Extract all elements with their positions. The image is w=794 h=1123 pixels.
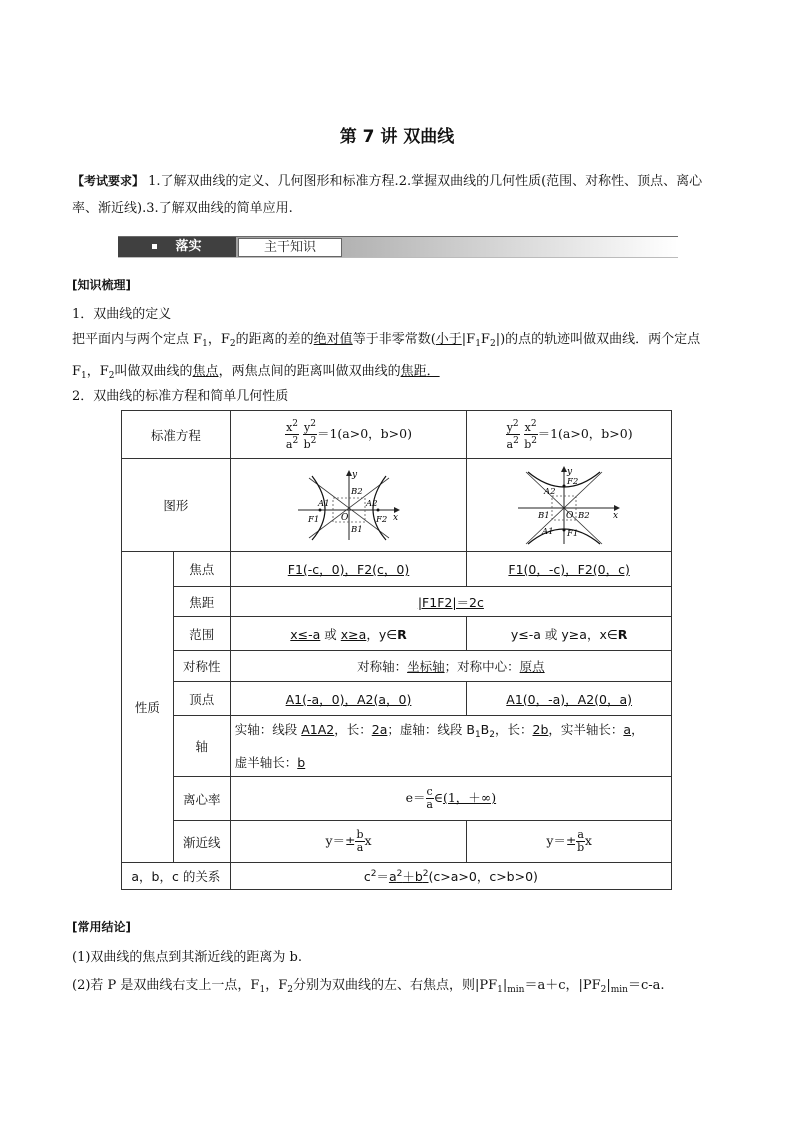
common-heading: [常用结论] (72, 920, 131, 934)
row-label-asym: 渐近线 (173, 821, 230, 863)
row-label-fdist: 焦距 (173, 587, 230, 617)
fig2-label-o: O (566, 510, 574, 521)
row-label-focus: 焦点 (173, 552, 230, 587)
fig1-label-y: y (351, 469, 357, 480)
focus-2: F1(0，-c)，F2(0，c) (467, 552, 672, 587)
fig1-label-f2: F2 (375, 514, 387, 525)
equation-2: $\frac{y^2}{a^2}$ $\frac{x^2}{b^2}$ ＝1(a>0，b>0) (467, 411, 672, 459)
table-row (122, 587, 672, 617)
row-label-fig: 图形 (122, 459, 231, 552)
row-label-prop: 性质 (122, 552, 174, 863)
table-row (122, 682, 672, 716)
fig2-label-x: x (613, 510, 619, 521)
section1-title: 1．双曲线的定义 (72, 307, 172, 322)
table-row (122, 411, 672, 459)
fig2-label-y: y (567, 466, 573, 477)
banner-right: 主干知识 (238, 238, 342, 257)
asymptote-1: y＝± $\frac{b}{a}$ x (230, 821, 467, 863)
row-label-ecc: 离心率 (173, 777, 230, 821)
range-2: y≤-a 或 y≥a，x∈R (467, 617, 672, 651)
figure-1-cell (230, 459, 467, 552)
fig1-label-b1: B1 (350, 524, 363, 535)
row-label-rel: a，b，c 的关系 (122, 863, 231, 890)
fig1-label-f1: F1 (307, 514, 319, 525)
fig1-label-a2: A2 (365, 498, 378, 509)
exam-requirements (72, 168, 724, 222)
focal-distance: |F1F2|＝2c (230, 587, 671, 617)
table-row (122, 459, 672, 552)
fig2-label-b1: B1 (538, 510, 550, 521)
fig1-label-a1: A1 (317, 498, 330, 509)
table-row (122, 716, 672, 777)
table-row (122, 777, 672, 821)
row-label-std: 标准方程 (122, 411, 231, 459)
hyperbola-figure-horizontal (294, 466, 404, 542)
fig1-label-x: x (392, 512, 398, 523)
page-title: 第 7 讲 双曲线 (339, 127, 455, 147)
conclusion-2: (2)若 P 是双曲线右支上一点，$F_1$，$F_2$分别为双曲线的左、右焦点，则$|PF_1|_{min}=a+c$，$|PF_2|_{min}=c-a$. (72, 978, 665, 995)
table-row (122, 821, 672, 863)
section2-title: 2．双曲线的标准方程和简单几何性质 (72, 389, 289, 404)
row-label-sym: 对称性 (173, 651, 230, 682)
properties-table (121, 410, 672, 890)
vertex-2: A1(0，-a)，A2(0，a) (467, 682, 672, 716)
fig2-label-f2: F2 (567, 476, 579, 487)
fig1-label-b2: B2 (350, 486, 363, 497)
row-label-vertex: 顶点 (173, 682, 230, 716)
hyperbola-figure-vertical (514, 462, 624, 546)
table-row (122, 617, 672, 651)
conclusion-1: (1)双曲线的焦点到其渐近线的距离为 b. (72, 950, 303, 965)
row-label-axis: 轴 (173, 716, 230, 777)
asymptote-2: y＝± $\frac{a}{b}$ x (467, 821, 672, 863)
fig2-label-f1: F1 (567, 528, 579, 539)
figure-2-cell (467, 459, 672, 552)
fig2-label-b2: B2 (578, 510, 590, 521)
table-row (122, 863, 672, 890)
vertex-1: A1(-a，0)，A2(a，0) (230, 682, 467, 716)
focus-1: F1(-c，0)，F2(c，0) (230, 552, 467, 587)
fig2-label-a2: A2 (544, 486, 556, 497)
exam-label: 【考试要求】 (72, 174, 145, 188)
equation-1: $\frac{x^2}{a^2}$ $\frac{y^2}{b^2}$ ＝1(a>0，b>0) (230, 411, 467, 459)
fig2-label-a1: A1 (542, 526, 554, 537)
eccentricity: e＝ $\frac{c}{a}$ ∈(1，＋∞) (230, 777, 671, 821)
abc-relation: $c^2=a^2+b^2(c>a>0$，c>b>0) (230, 863, 671, 890)
knowledge-heading: [知识梳理] (72, 278, 131, 292)
square-icon (152, 244, 157, 249)
range-1: x≤-a 或 x≥a，y∈R (230, 617, 467, 651)
table-row (122, 651, 672, 682)
section-banner (118, 236, 678, 258)
definition-paragraph: 把平面内与两个定点 $F_1$，$F_2$的距离的差的绝对值等于非零常数(小于$|F_1F_2|$)的点的轨迹叫做双曲线．两个定点 $F_1$，$F_2$叫做双曲线的焦点，两焦点间的距离叫做双曲线的焦距． (72, 332, 701, 381)
symmetry: 对称轴：坐标轴；对称中心：原点 (230, 651, 671, 682)
row-label-range: 范围 (173, 617, 230, 651)
table-row (122, 552, 672, 587)
fig1-label-o: O (340, 512, 348, 523)
axis-info: 实轴：线段 A1A2，长：2a；虚轴：线段 $B_1B_2$，长：2b，实半轴长：a， 虚半轴长：b (230, 716, 671, 777)
banner-left: 落实 (118, 237, 236, 257)
exam-text: 1.了解双曲线的定义、几何图形和标准方程.2.掌握双曲线的几何性质(范围、对称性、顶点、离心率、渐近线).3.了解双曲线的简单应用. (72, 174, 703, 216)
